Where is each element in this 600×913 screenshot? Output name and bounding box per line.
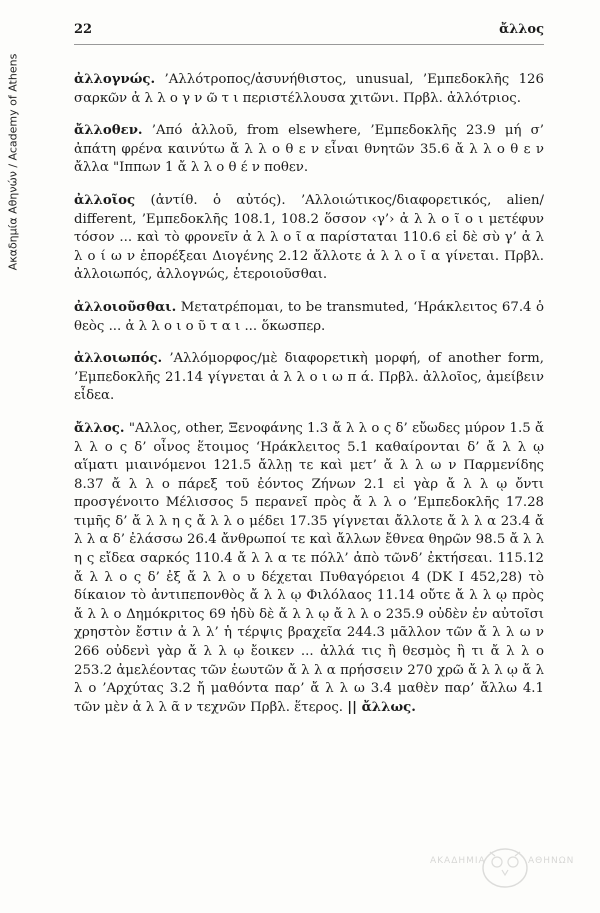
page-number: 22 — [74, 22, 93, 37]
watermark-text-right: ΑΘΗΝΩΝ — [528, 856, 575, 866]
academy-watermark — [430, 838, 580, 892]
entry-lemma: ἄλλος. — [74, 420, 125, 436]
page-header — [74, 22, 544, 45]
entry-lemma: ἀλλογνώς. — [74, 72, 156, 87]
entry-lemma: ἀλλοιοῦσθαι. — [74, 299, 177, 315]
watermark-text-left: ΑΚΑΔΗΜΙΑ — [430, 856, 486, 866]
entry-lemma: ἄλλοθεν. — [74, 123, 143, 139]
entry-lemma: ἀλλοῖος — [74, 192, 136, 208]
entry-text: "Αλλος, other, Ξενοφάνης 1.3 ἄ λ λ ο ς δ’ εὔωδες μύρον 1.5 ἄ λ λ ο ς δ’ οἶνος ἕτοιμος ‘Ηράκλειτος 5.1 καθαίρονται δ’ ἄ λ λ ῳ αἵματι μιαινόμενοι 121.5 ἄλλῃ τε καὶ μετ’ ἄ λ λ ω ν Παρμενίδης 8.37 ἄ λ λ ο πάρεξ τοῦ ἐόντος Ζήνων 2.1 εἰ γὰρ ἄ λ λ ῳ ὄντι προσγένοιτο Μέλισσος 5 περανεῖ πρὸς ἄ λ λ ο ’Εμπεδοκλῆς 17.28 τιμῆς δ’ ἄ λ λ η ς ἄ λ λ ο μέδει 17.35 γίγνεται ἄλλοτε ἄ λ λ α 23.4 ἄ λ λ α δ’ ἐλάσσω 26.4 ἄνθρωποί τε καὶ ἄλλων ἔθνεα θηρῶν 98.5 ἄ λ λ η ς εἴδεα σαρκός 110.4 ἄ λ λ α τε πόλλ’ ἀπὸ τῶνδ’ ἐκτήσεαι. 115.12 ἄ λ λ ο ς δ’ ἐξ ἄ λ λ ο υ δέχεται Πυθαγόρειοι 4 (DK I 452,28) τὸ δίκαιον τὸ ἀντιπεπονθὸς ἄ λ λ ῳ Φιλόλαος 11.14 οὔτε ἄ λ λ ῳ πρὸς ἄ λ λ ο Δημόκριτος 69 ἡδὺ δὲ ἄ λ λ ῳ ἄ λ λ ο 235.9 οὐδὲν ἐν αὐτοῖσι χρηστὸν ἔστιν ἀ λ λ’ ἡ τέρψις βραχεῖα 244.3 μᾶλλον τῶν ἄ λ λ ω ν 266 οὐδενὶ γὰρ ἄ λ λ ῳ ἔοικεν ... ἀλλά τις ἢ θεσμὸς ἢ τι ἄ λ λ ο 253.2 ἀμελέοντας τῶν ἑωυτῶν ἄ λ λ α πρήσσειν 270 χρῶ ἄ λ λ ῳ ἄ λ λ ο ’Αρχύτας 3.2 ἤ μαθόντα παρ’ ἄ λ λ ω 3.4 μαθὲν παρ’ ἄλλω 4.1 τῶν μὲν ἀ λ λ ᾶ ν τεχνῶν Πρβλ. ἕτερος. — [74, 420, 544, 715]
entry-text: Μετατρέπομαι, to be transmuted, ‘Ηράκλειτος 67.4 ὁ θεὸς ... ἀ λ λ ο ι ο ῦ τ α ι ... ὅκωσπερ. — [74, 299, 544, 334]
entry-text: ’Αλλόμορφος/μὲ διαφορετικὴ μορφή, of another form, ’Εμπεδοκλῆς 21.14 γίγνεται ἀ λ λ ο ι ω π ά. Πρβλ. ἀλλοῖος, ἀμείβειν εἶδεα. — [74, 351, 544, 404]
dictionary-entry — [74, 122, 544, 178]
side-attribution — [2, 0, 24, 913]
entry-lemma: ἀλλοιωπός. — [74, 351, 163, 367]
running-head: ἄλλος — [499, 22, 544, 37]
dictionary-entry — [74, 299, 544, 336]
entry-text: (ἀντίθ. ὁ αὐτός). ’Αλλοιώτικος/διαφορετικός, alien/ different, ’Εμπεδοκλῆς 108.1, 108.2 ὅσσον ‹γ’› ἀ λ λ ο ῖ ο ι μετέφυν τόσον ... καὶ τὸ φρονεῖν ἀ λ λ ο ῖ α παρίσταται 110.6 εἰ δὲ σὺ γ’ ἀ λ λ ο ί ω ν ἐπορέξεαι Διογένης 2.12 ἄλλοτε ἀ λ λ ο ῖ α γίνεται. Πρβλ. ἀλλοιωπός, ἀλλογνώς, ἑτεροιοῦσθαι. — [74, 192, 545, 283]
dictionary-entry — [74, 71, 544, 108]
dictionary-entry — [74, 420, 544, 718]
entry-text: ’Από ἀλλοῦ, from elsewhere, ’Εμπεδοκλῆς 23.9 μή σ’ ἀπάτη φρένα καινύτω ἄ λ λ ο θ ε ν εἶναι θνητῶν 35.6 ἄ λ λ ο θ ε ν ἄλλα "Ιππων 1 ἄ λ λ ο θ έ ν ποθεν. — [74, 123, 544, 176]
page — [74, 22, 544, 731]
dictionary-entry — [74, 192, 544, 285]
entry-text: ’Αλλότροπος/ἀσυνήθιστος, unusual, ’Εμπεδοκλῆς 126 σαρκῶν ἀ λ λ ο γ ν ῶ τ ι περιστέλλουσα χιτῶνι. Πρβλ. ἀλλότριος. — [74, 72, 544, 106]
entry-cross-reference: || ἄλλως. — [347, 699, 416, 715]
dictionary-entry — [74, 350, 544, 406]
side-attribution-text: Ακαδημία Αθηνών / Academy of Athens — [6, 53, 20, 271]
